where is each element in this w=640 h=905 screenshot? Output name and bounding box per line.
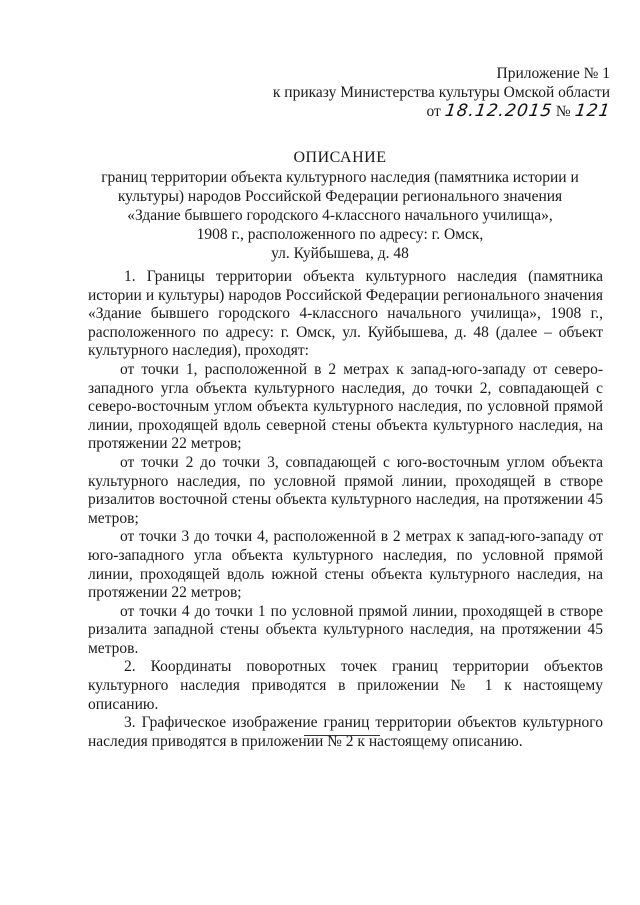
paragraph-2: 2. Координаты поворотных точек границ территории объектов культурного наследия приводятся в приложении № 1 к настоящему описанию. bbox=[88, 658, 603, 713]
appendix-number: Приложение № 1 bbox=[496, 65, 610, 82]
paragraph-segment-2-3: от точки 2 до точки 3, совпадающей с юго-восточным углом объекта культурного наследия, по условной прямой линии, проходящей в створе ризалитов восточной стены объекта культурного наследия, на протяжении 45 метров; bbox=[88, 453, 603, 527]
title-line: границ территории объекта культурного наследия (памятника истории и bbox=[101, 169, 579, 186]
title-line: ул. Куйбышева, д. 48 bbox=[271, 245, 409, 262]
date-prefix: от bbox=[426, 103, 441, 120]
handwritten-number: 121 bbox=[573, 101, 612, 121]
handwritten-date: 18.12.2015 bbox=[443, 101, 554, 121]
paragraph-segment-4-1: от точки 4 до точки 1 по условной прямой линии, проходящей в створе ризалита западной стены объекта культурного наследия, на протяжении 45 метров. bbox=[88, 602, 603, 657]
appendix-header bbox=[250, 64, 610, 121]
title-line: «Здание бывшего городского 4-классного начального училища», bbox=[127, 207, 553, 224]
document-title bbox=[60, 148, 620, 263]
document-body bbox=[88, 268, 603, 751]
paragraph-segment-1-2: от точки 1, расположенной в 2 метрах к запад-юго-западу от северо-западного угла объекта культурного наследия, до точки 2, совпадающей с северо-восточным углом объекта культурного наследия, по условной прямой линии, проходящей вдоль северной стены объекта культурного наследия, на протяжении 22 метров; bbox=[88, 360, 603, 453]
end-divider bbox=[304, 735, 380, 736]
paragraph-segment-3-4: от точки 3 до точки 4, расположенной в 2 метрах к запад-юго-западу от юго-западного угла объекта культурного наследия, по условной прямой линии, проходящей вдоль южной стены объекта культурного наследия, на протяжении 22 метров; bbox=[88, 528, 603, 602]
number-prefix: № bbox=[555, 103, 571, 120]
title-line: 1908 г., расположенного по адресу: г. Омск, bbox=[196, 226, 484, 243]
title-heading: ОПИСАНИЕ bbox=[293, 149, 387, 166]
appendix-order-reference: к приказу Министерства культуры Омской области bbox=[272, 84, 610, 101]
paragraph-1: 1. Границы территории объекта культурного наследия (памятника истории и культуры) народов Российской Федерации регионального значения «Здание бывшего городского 4-классного начального училища», 1908 г., расположенного по адресу: г. Омск, ул. Куйбышева, д. 48 (далее – объект культурного наследия), проходят: bbox=[88, 268, 603, 360]
paragraph-3: 3. Графическое изображение границ территории объектов культурного наследия приводятся в приложении № 2 к настоящему описанию. bbox=[88, 714, 603, 750]
title-line: культуры) народов Российской Федерации регионального значения bbox=[117, 188, 563, 205]
appendix-date-number bbox=[250, 102, 610, 121]
